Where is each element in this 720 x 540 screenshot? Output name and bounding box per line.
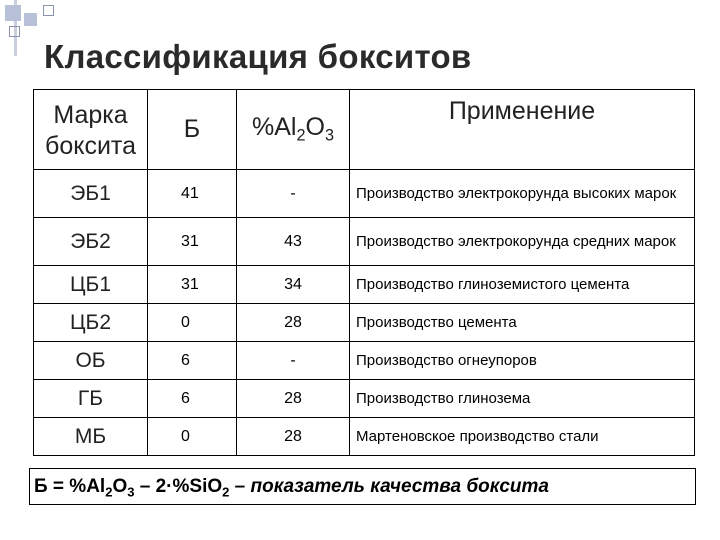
table-row [34, 342, 695, 380]
cell-b: 41 [148, 170, 237, 218]
table-row [34, 304, 695, 342]
cell-b: 0 [148, 304, 237, 342]
cell-al2o3: 34 [237, 266, 350, 304]
cell-al2o3: 28 [237, 304, 350, 342]
header-mark-line2: боксита [45, 131, 136, 160]
cell-code: ГБ [34, 380, 148, 418]
decorative-square [5, 5, 21, 21]
header-mark [34, 90, 148, 170]
cell-application: Производство цемента [350, 304, 695, 342]
quality-formula: $Б = \%Al_2O_3 - 2\cdot\%SiO_2$ – показатель качества боксита [29, 468, 696, 505]
cell-code: ЭБ1 [34, 170, 148, 218]
cell-application: Производство электрокорунда высоких марок [350, 170, 695, 218]
cell-al2o3: 28 [237, 418, 350, 456]
cell-code: ЭБ2 [34, 218, 148, 266]
table-header-row [34, 90, 695, 170]
table-row [34, 266, 695, 304]
cell-code: ЦБ1 [34, 266, 148, 304]
cell-application: Производство глиноземистого цемента [350, 266, 695, 304]
cell-b: 31 [148, 218, 237, 266]
header-application: Применение [350, 90, 695, 170]
cell-code: ЦБ2 [34, 304, 148, 342]
header-al2o3: $\%Al_2O_3$ [237, 90, 350, 170]
cell-code: ОБ [34, 342, 148, 380]
cell-b: 0 [148, 418, 237, 456]
cell-al2o3: - [237, 170, 350, 218]
cell-b: 31 [148, 266, 237, 304]
page-title: Классификация бокситов [44, 38, 472, 75]
cell-al2o3: 28 [237, 380, 350, 418]
cell-al2o3: - [237, 342, 350, 380]
cell-application: Производство огнеупоров [350, 342, 695, 380]
decorative-square [24, 13, 37, 26]
header-b: Б [148, 90, 237, 170]
table-row [34, 170, 695, 218]
cell-code: МБ [34, 418, 148, 456]
cell-application: Производство электрокорунда средних марок [350, 218, 695, 266]
header-mark-line1: Марка [53, 100, 128, 129]
cell-b: 6 [148, 342, 237, 380]
decorative-square [9, 26, 20, 37]
table-row [34, 380, 695, 418]
table-row [34, 418, 695, 456]
cell-b: 6 [148, 380, 237, 418]
bauxite-classification-table [33, 89, 695, 456]
cell-application: Мартеновское производство стали [350, 418, 695, 456]
cell-al2o3: 43 [237, 218, 350, 266]
table-row [34, 218, 695, 266]
cell-application: Производство глинозема [350, 380, 695, 418]
formula-description: – показатель качества боксита [229, 476, 549, 497]
decorative-square [43, 5, 54, 16]
